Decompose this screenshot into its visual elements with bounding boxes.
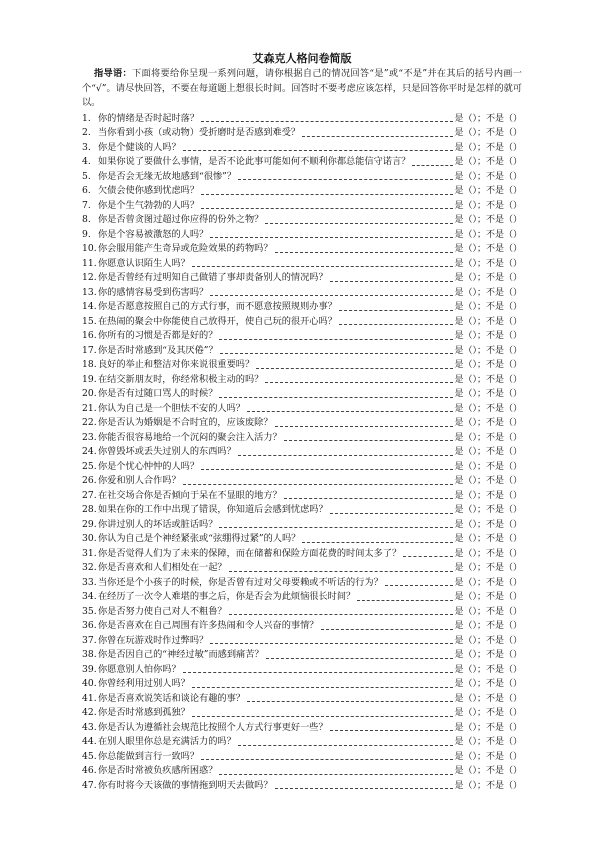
question-number: 17.: [82, 344, 97, 356]
answer-choices[interactable]: 是（）；不是（）: [454, 461, 522, 472]
question-text: 你是个忧心忡忡的人吗？: [98, 460, 200, 472]
question-text: 你是否喜欢说笑话和谈论有趣的事？: [98, 692, 245, 704]
instructions-label: 指导语：: [94, 68, 132, 79]
question-row: [82, 663, 522, 678]
answer-choices[interactable]: 是（）；不是（）: [454, 142, 522, 153]
dotted-leader: [339, 310, 454, 311]
answer-choices[interactable]: 是（）；不是（）: [454, 708, 522, 718]
answer-choices[interactable]: 是（）；不是（）: [454, 389, 522, 399]
dotted-leader: [220, 353, 454, 354]
question-number: 28.: [82, 504, 97, 515]
question-row: [82, 402, 522, 417]
question-text: 你曾毁坏或丢失过别人的东西吗？: [98, 446, 236, 457]
question-number: 42.: [82, 707, 97, 718]
question-number: 5.: [82, 170, 91, 182]
question-number: 34.: [82, 591, 97, 602]
dotted-leader: [265, 223, 453, 224]
question-text: 你是否时常感到“及其厌倦”？: [98, 344, 218, 356]
question-number: 12.: [82, 272, 97, 283]
question-row: [82, 677, 522, 692]
question-number: 24.: [82, 446, 97, 457]
question-text: 你是否有过随口骂人的时候？: [98, 388, 218, 399]
question-text: 在热闹的聚会中你能使自己放得开，使自己玩的很开心吗？: [98, 315, 337, 327]
question-row: [82, 779, 522, 794]
question-number: 26.: [82, 475, 97, 486]
question-text: 当你看到小孩（或动物）受折磨时是否感到难受？: [98, 127, 301, 138]
answer-choices[interactable]: 是（）；不是（）: [454, 606, 522, 617]
question-row: [82, 445, 522, 460]
question-text: 你是否认为遵循社会规范比按照个人方式行事更好一些？: [98, 721, 328, 733]
dotted-leader: [330, 281, 454, 282]
answer-choices[interactable]: 是（）；不是（）: [454, 345, 522, 356]
dotted-leader: [201, 194, 453, 195]
question-row: [82, 228, 522, 243]
dotted-leader: [238, 179, 453, 180]
dotted-leader: [219, 774, 453, 775]
question-row: [82, 474, 522, 489]
question-row: [82, 576, 522, 591]
question-row: [82, 315, 522, 330]
question-text: 良好的举止和整洁对你来说很重要吗？: [98, 359, 255, 370]
question-text: 你是个健谈的人吗？: [98, 141, 181, 153]
dotted-leader: [201, 759, 453, 760]
answer-choices[interactable]: 是（）；不是（）: [454, 128, 522, 138]
question-number: 33.: [82, 576, 97, 588]
question-number: 47.: [82, 779, 97, 791]
dotted-leader: [275, 252, 454, 253]
answer-choices[interactable]: 是（）；不是（）: [454, 200, 522, 211]
question-number: 14.: [82, 301, 97, 312]
question-text: 你是否努力使自己对人不粗鲁？: [98, 605, 227, 617]
answer-choices[interactable]: 是（）；不是（）: [454, 186, 522, 196]
question-row: [82, 648, 522, 663]
question-row: [82, 460, 522, 475]
question-text: 你所有的习惯是否都是好的？: [98, 330, 218, 341]
answer-choices[interactable]: 是（）；不是（）: [454, 403, 522, 414]
question-number: 35.: [82, 605, 97, 617]
question-text: 你是否认为婚姻是不合时宜的，应该废除？: [98, 417, 273, 428]
dotted-leader: [192, 716, 454, 717]
question-number: 29.: [82, 518, 97, 530]
question-number: 27.: [82, 489, 97, 501]
question-text: 你是否因自己的“神经过敏”而感到痛苦？: [98, 649, 264, 660]
question-row: [82, 184, 522, 199]
question-number: 32.: [82, 562, 97, 573]
dotted-leader: [357, 600, 453, 601]
answer-choices[interactable]: 是（）；不是（）: [454, 679, 522, 689]
dotted-leader: [238, 745, 454, 746]
question-row: [82, 764, 522, 779]
dotted-leader: [210, 643, 453, 644]
answer-choices[interactable]: 是（）；不是（）: [454, 244, 522, 254]
question-text: 你是否曾贪图过超过你应得的份外之物？: [98, 214, 264, 225]
question-list: [82, 112, 522, 794]
question-text: 在社交场合你是否倾向于呆在不显眼的地方？: [98, 489, 282, 501]
instructions-text: 下面将要给你呈现一系列问题，请你根据自己的情况回答“是”或“不是”并在其后的括号内画一个“√”。请尽快回答，不要在每道题上想很长时间。回答时不要考虑应该怎样，只是回答你平时是怎样的就可以。: [82, 68, 522, 108]
answer-choices[interactable]: 是（）；不是（）: [454, 215, 522, 225]
answer-choices[interactable]: 是（）；不是（）: [454, 766, 522, 776]
question-text: 你爱和别人合作吗？: [98, 475, 181, 486]
question-row: [82, 271, 522, 286]
question-row: [82, 416, 522, 431]
question-row: [82, 199, 522, 214]
answer-choices[interactable]: 是（）；不是（）: [454, 360, 522, 370]
question-number: 4.: [82, 156, 91, 167]
dotted-leader: [302, 542, 453, 543]
dotted-leader: [183, 484, 454, 485]
answer-choices[interactable]: 是（）；不是（）: [454, 316, 522, 327]
answer-choices[interactable]: 是（）；不是（）: [454, 592, 522, 602]
question-row: [82, 155, 522, 170]
answer-choices[interactable]: 是（）；不是（）: [454, 664, 522, 675]
question-text: 你是否时常感到孤独？: [98, 707, 190, 718]
answer-choices[interactable]: 是（）；不是（）: [454, 780, 522, 791]
dotted-leader: [192, 687, 454, 688]
question-text: 你会服用能产生奇异或危险效果的药物吗？: [98, 243, 273, 254]
question-number: 18.: [82, 359, 97, 370]
dotted-leader: [238, 455, 454, 456]
dotted-leader: [201, 208, 453, 209]
dotted-leader: [183, 672, 454, 673]
answer-choices[interactable]: 是（）；不是（）: [454, 113, 522, 124]
question-text: 你讲过别人的坏话或脏话吗？: [98, 518, 218, 530]
question-text: 你总能做到言行一致吗？: [98, 750, 200, 762]
question-row: [82, 692, 522, 707]
question-number: 31.: [82, 547, 97, 559]
question-number: 9.: [82, 228, 91, 240]
dotted-leader: [284, 440, 454, 441]
question-row: [82, 358, 522, 373]
question-text: 你是否喜欢和人们相处在一起？: [98, 562, 227, 573]
dotted-leader: [210, 237, 453, 238]
dotted-leader: [229, 571, 454, 572]
question-text: 在经历了一次令人难堪的事之后，你是否会为此烦恼很长时间？: [98, 591, 356, 602]
question-text: 你的感情容易受到伤害吗？: [98, 286, 209, 298]
answer-choices[interactable]: 是（）；不是（）: [454, 621, 522, 631]
question-row: [82, 141, 522, 156]
question-number: 40.: [82, 678, 97, 689]
question-row: [82, 605, 522, 620]
answer-choices[interactable]: 是（）；不是（）: [454, 302, 522, 312]
question-number: 3.: [82, 141, 91, 153]
answer-choices[interactable]: 是（）；不是（）: [454, 519, 522, 530]
question-row: [82, 431, 522, 446]
answer-choices[interactable]: 是（）；不是（）: [454, 476, 522, 486]
answer-choices[interactable]: 是（）；不是（）: [454, 287, 522, 298]
dotted-leader: [403, 556, 453, 557]
question-text: 你是否觉得人们为了未来的保障，而在储蓄和保险方面花费的时间太多了？: [98, 547, 402, 559]
question-row: [82, 503, 522, 518]
question-number: 37.: [82, 634, 97, 646]
question-text: 你是否愿意按照自己的方式行事，而不愿意按照规则办事？: [98, 301, 337, 312]
question-number: 16.: [82, 330, 97, 341]
answer-choices[interactable]: 是（）；不是（）: [454, 418, 522, 428]
question-row: [82, 242, 522, 257]
question-text: 你是否喜欢在自己周围有许多热闹和令人兴奋的事情？: [98, 620, 319, 631]
question-row: [82, 735, 522, 750]
question-text: 你曾在玩游戏时作过弊吗？: [98, 634, 209, 646]
question-number: 25.: [82, 460, 97, 472]
answer-choices[interactable]: 是（）；不是（）: [454, 171, 522, 182]
question-number: 15.: [82, 315, 97, 327]
question-row: [82, 590, 522, 605]
answer-choices[interactable]: 是（）；不是（）: [454, 490, 522, 501]
question-text: 你是个生气勃勃的人吗？: [98, 199, 200, 211]
question-row: [82, 518, 522, 533]
question-number: 30.: [82, 533, 97, 544]
question-row: [82, 561, 522, 576]
question-row: [82, 387, 522, 402]
answer-choices[interactable]: 是（）；不是（）: [454, 563, 522, 573]
question-row: [82, 373, 522, 388]
question-row: [82, 547, 522, 562]
dotted-leader: [275, 788, 454, 789]
answer-choices[interactable]: 是（）；不是（）: [454, 258, 522, 269]
answer-choices[interactable]: 是（）；不是（）: [454, 447, 522, 457]
question-row: [82, 329, 522, 344]
question-text: 你是否时常被负疚感所困惑？: [98, 765, 218, 776]
dotted-leader: [247, 411, 453, 412]
question-row: [82, 170, 522, 185]
question-text: 你有时将今天该做的事情拖到明天去做吗？: [98, 779, 273, 791]
question-text: 如果在你的工作中出现了错误，你知道后会感到忧虑吗？: [98, 504, 328, 515]
dotted-leader: [275, 426, 454, 427]
question-text: 你认为自己是一个胆怯不安的人吗？: [98, 402, 245, 414]
instructions: [82, 67, 522, 111]
question-number: 21.: [82, 402, 97, 414]
question-number: 2.: [82, 127, 91, 138]
dotted-leader: [330, 730, 454, 731]
answer-choices[interactable]: 是（）；不是（）: [454, 548, 522, 559]
answer-choices[interactable]: 是（）；不是（）: [454, 229, 522, 240]
question-number: 20.: [82, 388, 97, 399]
dotted-leader: [210, 295, 453, 296]
dotted-leader: [412, 165, 453, 166]
question-text: 你是否曾经有过明知自己做错了事却责备别人的情况吗？: [98, 272, 328, 283]
question-text: 你曾经利用过别人吗？: [98, 678, 190, 689]
question-number: 22.: [82, 417, 97, 428]
question-text: 如果你说了要做什么事情，是否不论此事可能如何不顺利你都总能信守诺言？: [98, 156, 411, 167]
question-text: 当你还是个小孩子的时候，你是否曾有过对父母要赖或不听话的行为？: [98, 576, 383, 588]
answer-choices[interactable]: 是（）；不是（）: [454, 737, 522, 747]
question-number: 36.: [82, 620, 97, 631]
question-number: 43.: [82, 721, 97, 733]
question-row: [82, 619, 522, 634]
answer-choices[interactable]: 是（）；不是（）: [454, 635, 522, 646]
question-row: [82, 112, 522, 127]
question-number: 13.: [82, 286, 97, 298]
question-row: [82, 489, 522, 504]
question-text: 在别人眼里你总是充满活力的吗？: [98, 736, 236, 747]
dotted-leader: [192, 266, 454, 267]
question-row: [82, 634, 522, 649]
question-text: 你愿意别人怕你吗？: [98, 663, 181, 675]
question-number: 45.: [82, 750, 97, 762]
question-number: 23.: [82, 431, 97, 443]
question-number: 41.: [82, 692, 97, 704]
answer-choices[interactable]: 是（）；不是（）: [454, 331, 522, 341]
dotted-leader: [229, 614, 454, 615]
question-number: 44.: [82, 736, 97, 747]
dotted-leader: [321, 629, 454, 630]
dotted-leader: [247, 701, 453, 702]
question-text: 你的情绪是否时起时落？: [98, 112, 200, 124]
answer-choices[interactable]: 是（）；不是（）: [454, 374, 522, 385]
dotted-leader: [256, 368, 453, 369]
question-text: 你是个容易被激怒的人吗？: [98, 228, 209, 240]
answer-choices[interactable]: 是（）；不是（）: [454, 577, 522, 588]
question-number: 11.: [82, 257, 97, 269]
question-row: [82, 126, 522, 141]
dotted-leader: [183, 150, 454, 151]
answer-choices[interactable]: 是（）；不是（）: [454, 157, 522, 167]
questionnaire-page: [82, 52, 522, 793]
dotted-leader: [284, 498, 454, 499]
dotted-leader: [201, 469, 453, 470]
answer-choices[interactable]: 是（）；不是（）: [454, 273, 522, 283]
dotted-leader: [219, 339, 453, 340]
answer-choices[interactable]: 是（）；不是（）: [454, 505, 522, 515]
question-row: [82, 706, 522, 721]
question-row: [82, 213, 522, 228]
answer-choices[interactable]: 是（）；不是（）: [454, 650, 522, 660]
question-row: [82, 257, 522, 272]
question-number: 10.: [82, 243, 97, 254]
dotted-leader: [339, 324, 454, 325]
question-row: [82, 300, 522, 315]
page-title: 艾森克人格问卷简版: [252, 52, 352, 65]
dotted-leader: [265, 382, 453, 383]
question-row: [82, 286, 522, 301]
question-number: 1.: [82, 112, 91, 124]
dotted-leader: [330, 513, 454, 514]
question-row: [82, 721, 522, 736]
question-number: 39.: [82, 663, 97, 675]
dotted-leader: [266, 658, 454, 659]
answer-choices[interactable]: 是（）；不是（）: [454, 693, 522, 704]
dotted-leader: [219, 397, 453, 398]
question-text: 欠债会使你感到忧虑吗？: [98, 185, 200, 196]
question-number: 6.: [82, 185, 91, 196]
answer-choices[interactable]: 是（）；不是（）: [454, 534, 522, 544]
answer-choices[interactable]: 是（）；不是（）: [454, 751, 522, 762]
question-number: 8.: [82, 214, 91, 225]
dotted-leader: [302, 136, 453, 137]
question-row: [82, 532, 522, 547]
question-text: 你认为自己是个神经紧张或“弦绷得过紧”的人吗？: [98, 533, 301, 544]
question-text: 你愿意认识陌生人吗？: [98, 257, 190, 269]
question-row: [82, 750, 522, 765]
question-text: 你能否很容易地给一个沉闷的聚会注入活力？: [98, 431, 282, 443]
question-number: 7.: [82, 199, 91, 211]
question-row: [82, 344, 522, 359]
answer-choices[interactable]: 是（）；不是（）: [454, 432, 522, 443]
dotted-leader: [385, 585, 454, 586]
answer-choices[interactable]: 是（）；不是（）: [454, 722, 522, 733]
question-number: 19.: [82, 373, 97, 385]
dotted-leader: [219, 527, 453, 528]
question-text: 你是否会无缘无故地感到“很惨”？: [98, 170, 237, 182]
question-number: 38.: [82, 649, 97, 660]
question-number: 46.: [82, 765, 97, 776]
question-text: 在结交新朋友时，你经常积极主动的吗？: [98, 373, 264, 385]
dotted-leader: [201, 121, 453, 122]
